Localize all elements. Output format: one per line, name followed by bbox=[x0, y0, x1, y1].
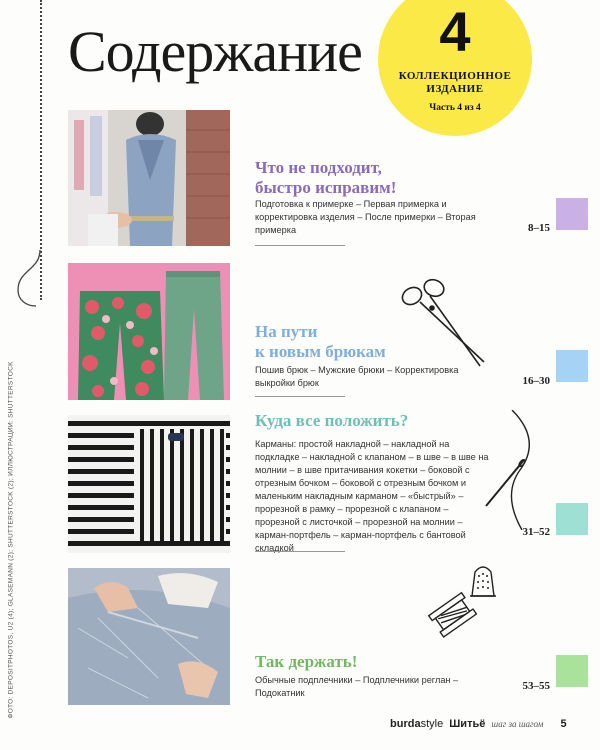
section-3-color-swatch bbox=[556, 503, 588, 535]
section-1-description: Подготовка к примерке – Первая примерка и корректировка изделия – После примерки – Вторая примерка bbox=[255, 199, 476, 235]
section-3-description: Карманы: простой накладной – накладной на подкладке – накладной с клапаном – в шве – в шве на молнии – в шве притачивания кокетки – боковой с отрезным бочком – боковой с отрезным бочком и маленьким накладным карманом – «быстрый» – прорезной в рамку – прорезной с клапаном – прорезной с листочкой – прорезной на молнии – карман-портфель – карман-портфель с бантовой складкой bbox=[255, 439, 489, 553]
section-1-color-swatch bbox=[556, 198, 588, 230]
needle-thread-icon bbox=[472, 410, 542, 530]
page-title: Содержание bbox=[68, 19, 362, 84]
section-4-heading: Так держать! bbox=[255, 652, 358, 671]
badge-part: Часть 4 из 4 bbox=[429, 103, 481, 113]
section-4-color-swatch bbox=[556, 655, 588, 687]
stitch-curve-icon bbox=[14, 250, 44, 310]
section-1-separator bbox=[255, 245, 345, 246]
section-3-heading: Куда все положить? bbox=[255, 411, 409, 430]
section-1-heading: Что не подходит, быстро исправим! bbox=[255, 158, 397, 197]
trousers-photo bbox=[68, 263, 230, 400]
badge-line2: ИЗДАНИЕ bbox=[426, 83, 484, 95]
footer bbox=[390, 718, 567, 730]
striped-pocket-photo bbox=[68, 415, 230, 553]
section-2-separator bbox=[255, 396, 345, 397]
badge-line1: КОЛЛЕКЦИОННОЕ bbox=[398, 70, 512, 82]
section-2-description: Пошив брюк – Мужские брюки – Корректировка выкройки брюк bbox=[255, 365, 459, 388]
magazine-tagline: шаг за шагом bbox=[491, 719, 544, 729]
section-2-color-swatch bbox=[556, 350, 588, 382]
dress-form-fitting-photo bbox=[68, 110, 230, 246]
section-2-pages: 16–30 bbox=[522, 375, 550, 387]
magazine-name: Шитьё bbox=[449, 718, 486, 730]
section-4-pages: 53–55 bbox=[522, 680, 550, 692]
brand-suffix: style bbox=[420, 718, 444, 730]
section-1-pages: 8–15 bbox=[528, 222, 550, 234]
scissors-icon bbox=[398, 278, 490, 370]
page-number: 5 bbox=[560, 718, 567, 730]
section-3-separator bbox=[255, 551, 345, 552]
section-4-description: Обычные подплечники – Подплечники реглан – Подокатник bbox=[255, 675, 459, 698]
thread-spool-icon bbox=[424, 588, 480, 640]
shoulder-pad-photo bbox=[68, 568, 230, 705]
section-2-heading: На пути к новым брюкам bbox=[255, 322, 386, 361]
photo-credits: ФОТО: DEPOSITPHOTOS, U2 (4); GLASEMANN (2); SHUTTERSTOCK (2); ИЛЛЮСТРАЦИИ: SHUTTERSTOCK bbox=[7, 361, 15, 719]
collection-badge bbox=[378, 0, 532, 136]
brand-name: burda bbox=[390, 718, 421, 730]
badge-number: 4 bbox=[439, 0, 471, 63]
section-3-pages: 31–52 bbox=[522, 526, 550, 538]
